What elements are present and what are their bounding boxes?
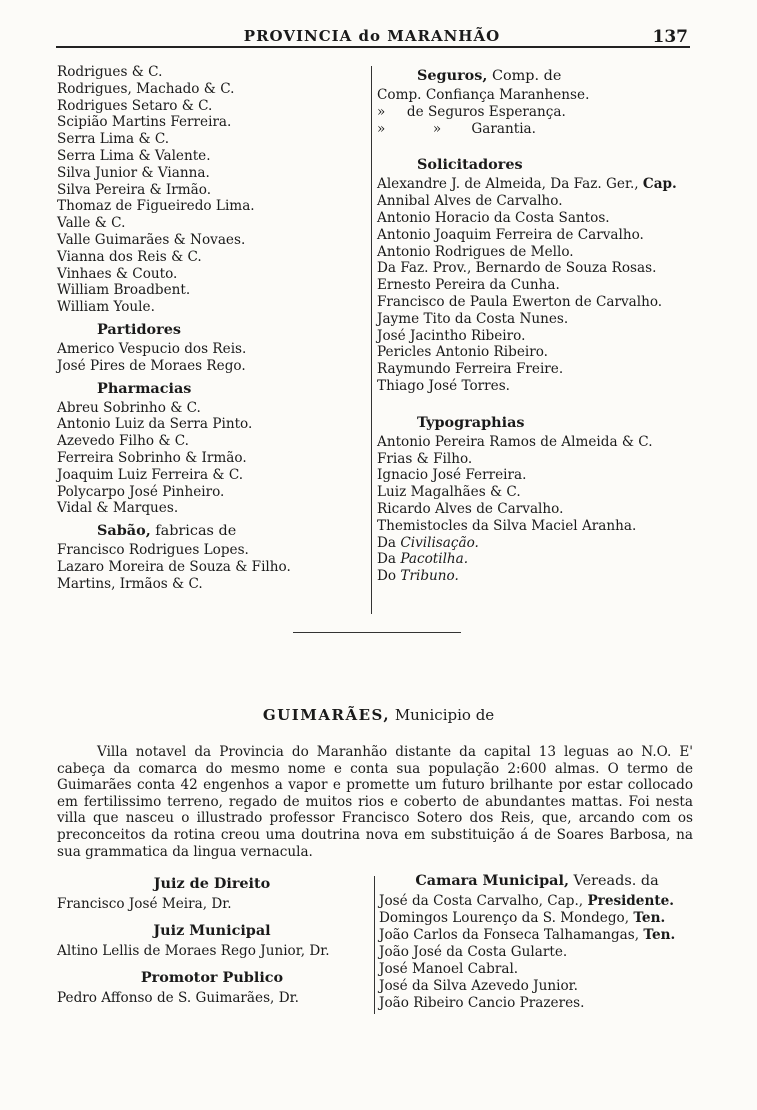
list-item: Joaquim Luiz Ferreira & C.: [57, 466, 244, 483]
list-item: Silva Junior & Vianna.: [57, 164, 210, 181]
heading-camara: [379, 873, 695, 893]
list-item: William Youle.: [57, 299, 155, 316]
list-item: Antonio Pereira Ramos de Almeida & C.: [377, 433, 653, 450]
member-title: Ten.: [643, 927, 676, 943]
entry-text: Da: [377, 551, 401, 568]
header-rule: [56, 46, 690, 48]
list-item: Thomaz de Figueiredo Lima.: [57, 198, 255, 215]
newspaper-name: Pacotilha.: [400, 551, 469, 568]
entry-text: Alexandre J. de Almeida, Da Faz. Ger.,: [377, 176, 643, 193]
list-item: » » Garantia.: [377, 120, 536, 137]
newspaper-name: Civilisação.: [400, 534, 479, 551]
heading-rest: fabricas de: [150, 523, 237, 540]
list-item: Azevedo Filho & C.: [57, 433, 190, 450]
entry-text: Do: [377, 568, 401, 585]
member-name: João Carlos da Fonseca Talhamangas,: [379, 927, 644, 943]
column-divider: [371, 66, 372, 614]
list-item: [377, 535, 697, 552]
member-title: Presidente.: [587, 893, 675, 909]
list-item: Serra Lima & C.: [57, 131, 170, 148]
list-item: Martins, Irmãos & C.: [57, 575, 203, 592]
list-item: João José da Costa Gularte.: [379, 944, 568, 960]
list-item: José Jacintho Ribeiro.: [377, 327, 526, 344]
section-heading-partidores: Partidores: [97, 320, 181, 338]
list-item: Francisco de Paula Ewerton de Carvalho.: [377, 293, 663, 310]
heading-bold: Camara Municipal,: [415, 872, 569, 889]
list-item: Antonio Joaquim Ferreira de Carvalho.: [377, 226, 644, 243]
title-rest: Municipio de: [390, 706, 495, 724]
list-item: Antonio Rodrigues de Mello.: [377, 243, 574, 260]
list-item: [377, 176, 697, 193]
list-item: Raymundo Ferreira Freire.: [377, 361, 564, 378]
list-item: Ricardo Alves de Carvalho.: [377, 500, 564, 517]
section-heading-seguros: [377, 68, 697, 87]
list-item: Annibal Alves de Carvalho.: [377, 193, 563, 210]
officials-left: [57, 872, 367, 1007]
list-item: [379, 910, 695, 927]
list-item: Antonio Horacio da Costa Santos.: [377, 209, 610, 226]
section-title-guimaraes: [0, 706, 757, 724]
list-item: Francisco Rodrigues Lopes.: [57, 542, 249, 559]
list-item: Rodrigues Setaro & C.: [57, 97, 213, 114]
heading-bold: Seguros,: [417, 67, 488, 84]
list-item: Vinhaes & Couto.: [57, 265, 178, 282]
list-item: Ernesto Pereira da Cunha.: [377, 277, 560, 294]
list-item: Pericles Antonio Ribeiro.: [377, 344, 548, 361]
page-number: 137: [652, 27, 688, 47]
heading-juiz-municipal: Juiz Municipal: [153, 922, 271, 939]
list-item: Antonio Luiz da Serra Pinto.: [57, 416, 253, 433]
page-title: PROVINCIA do MARANHÃO: [243, 27, 501, 45]
list-item: Comp. Confiança Maranhense.: [377, 87, 590, 103]
column-divider: [374, 876, 375, 1014]
official-name: Pedro Affonso de S. Guimarães, Dr.: [57, 990, 299, 1006]
list-item: Frias & Filho.: [377, 450, 473, 467]
list-item: José da Silva Azevedo Junior.: [379, 978, 578, 994]
section-heading-sabao: [57, 523, 357, 542]
list-item: William Broadbent.: [57, 282, 191, 299]
list-item: João Ribeiro Cancio Prazeres.: [379, 995, 585, 1011]
list-item: José Manoel Cabral.: [379, 961, 519, 977]
list-item: Thiago José Torres.: [377, 377, 510, 394]
list-item: Ferreira Sobrinho & Irmão.: [57, 449, 247, 466]
official-name: Francisco José Meira, Dr.: [57, 896, 232, 912]
officials-right: [379, 873, 695, 1012]
list-item: Abreu Sobrinho & C.: [57, 399, 201, 416]
list-item: Silva Pereira & Irmão.: [57, 181, 212, 198]
official-name: Altino Lellis de Moraes Rego Junior, Dr.: [57, 943, 330, 959]
list-item: Themistocles da Silva Maciel Aranha.: [377, 517, 637, 534]
right-column: [377, 68, 697, 585]
list-item: Valle Guimarães & Novaes.: [57, 231, 246, 248]
list-item: Polycarpo José Pinheiro.: [57, 483, 225, 500]
list-item: Vianna dos Reis & C.: [57, 248, 202, 265]
list-item: Valle & C.: [57, 215, 126, 232]
list-item: Serra Lima & Valente.: [57, 147, 211, 164]
entry-text: Da: [377, 534, 401, 551]
list-item: Scipião Martins Ferreira.: [57, 114, 232, 131]
list-item: Americo Vespucio dos Reis.: [57, 340, 247, 357]
page-header: [56, 27, 688, 47]
heading-bold: Sabão,: [97, 522, 151, 540]
list-item: Lazaro Moreira de Souza & Filho.: [57, 558, 291, 575]
list-item: » de Seguros Esperança.: [377, 103, 566, 120]
left-column: [57, 64, 357, 593]
section-heading-typographias: Typographias: [417, 413, 525, 431]
list-item: Ignacio José Ferreira.: [377, 467, 527, 484]
newspaper-name: Tribuno.: [400, 568, 459, 585]
heading-rest: Comp. de: [487, 68, 562, 84]
list-item: Rodrigues & C.: [57, 64, 163, 80]
list-item: [377, 568, 697, 585]
heading-rest: Vereads. da: [568, 873, 659, 889]
member-title: Ten.: [633, 910, 666, 926]
list-item: José Pires de Moraes Rego.: [57, 357, 246, 374]
paragraph-text: Villa notavel da Provincia do Maranhão distante da capital 13 leguas ao N.O. E' cabeça da comarca do mesmo nome e conta sua população 2:600 almas. O termo de Guimarães conta 42 engenhos a vapor e promette um futuro brilhante por estar collocado em fertilissimo terreno, regado de muitos rios e coberto de abundantes mattas. Foi nesta villa que nasceu o illustrado professor Francisco Sotero dos Reis, que, arcando com os preconceitos da rotina creou uma doutrina nova em substituição á de Soares Barbosa, na sua grammatica da lingua vernacula.: [57, 744, 693, 860]
entry-title: Cap.: [642, 176, 677, 193]
list-item: Rodrigues, Machado & C.: [57, 80, 235, 97]
list-item: [377, 551, 697, 568]
member-name: Domingos Lourenço da S. Mondego,: [379, 910, 634, 926]
list-item: Da Faz. Prov., Bernardo de Souza Rosas.: [377, 260, 657, 277]
list-item: [379, 893, 695, 910]
list-item: Luiz Magalhães & C.: [377, 484, 521, 501]
heading-juiz-direito: Juiz de Direito: [153, 875, 271, 892]
list-item: Jayme Tito da Costa Nunes.: [377, 310, 569, 327]
member-name: José da Costa Carvalho, Cap.,: [379, 893, 588, 909]
section-heading-pharmacias: Pharmacias: [97, 379, 192, 397]
list-item: [379, 927, 695, 944]
section-divider: [293, 632, 461, 633]
title-bold: GUIMARÃES,: [262, 706, 391, 724]
description-paragraph: [57, 744, 693, 860]
section-heading-solicitadores: Solicitadores: [417, 156, 523, 174]
list-item: Vidal & Marques.: [57, 500, 179, 517]
heading-promotor: Promotor Publico: [140, 969, 284, 986]
